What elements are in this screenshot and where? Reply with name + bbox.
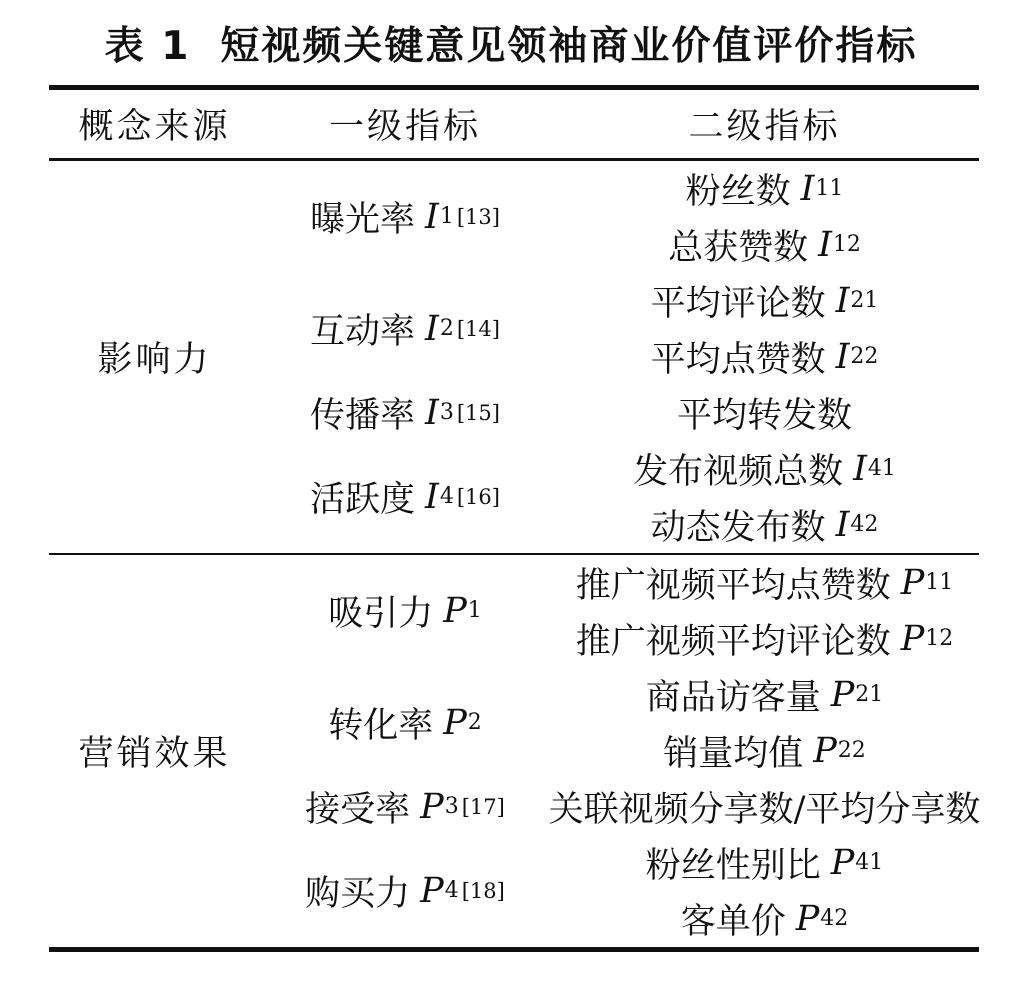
variable-symbol: I	[835, 281, 850, 321]
indicator-group	[260, 779, 979, 835]
indicator-text: 购买力	[305, 874, 411, 914]
secondary-indicator-row: 商品访客量 P 21	[550, 667, 979, 723]
primary-indicator-label: 活跃度 I 4 [16]	[260, 441, 550, 553]
secondary-indicator-row: 推广视频平均点赞数 P 11	[550, 555, 979, 611]
indicator-text: 粉丝性别比	[645, 846, 821, 886]
table-title-text: 短视频关键意见领袖商业价值评价指标	[220, 23, 918, 69]
primary-indicator-label: 互动率 I 2 [14]	[260, 273, 550, 385]
indicator-text: 平均转发数	[676, 396, 852, 436]
secondary-indicator-list	[550, 555, 979, 667]
secondary-indicator-list	[550, 385, 979, 441]
secondary-indicator-row: 发布视频总数 I 41	[550, 441, 979, 497]
indicator-text: 接受率	[305, 790, 411, 830]
indicator-group	[260, 835, 979, 947]
indicator-text: 发布视频总数	[633, 452, 844, 492]
variable-symbol: I	[853, 449, 867, 489]
indicator-group	[260, 161, 979, 273]
indicator-group	[260, 385, 979, 441]
secondary-indicator-list	[550, 273, 979, 385]
secondary-indicator-list	[550, 779, 979, 835]
indicator-text: 曝光率	[310, 200, 416, 240]
table-number: 表 1	[104, 23, 191, 69]
indicator-text: 活跃度	[310, 480, 416, 520]
indicator-text: 商品访客量	[645, 678, 821, 718]
variable-symbol: I	[835, 337, 850, 377]
indicator-text: 推广视频平均评论数	[575, 622, 891, 662]
indicator-text: 关联视频分享数/平均分享数	[548, 790, 981, 830]
indicator-text: 粉丝数	[685, 172, 791, 212]
variable-symbol: P	[830, 675, 855, 715]
secondary-indicator-row: 粉丝性别比 P 41	[550, 835, 979, 891]
variable-symbol: P	[443, 703, 467, 743]
secondary-indicator-row: 客单价 P 42	[550, 891, 979, 947]
header-primary-indicator: 一级指标	[328, 107, 481, 147]
primary-indicator-label: 传播率 I 3 [15]	[260, 385, 550, 441]
header-secondary-indicator: 二级指标	[688, 107, 841, 147]
indicator-text: 平均点赞数	[650, 340, 826, 380]
secondary-indicator-list	[550, 835, 979, 947]
indicator-text: 客单价	[680, 902, 786, 942]
secondary-indicator-row: 销量均值 P 22	[550, 723, 979, 779]
variable-symbol: I	[425, 477, 439, 517]
variable-symbol: I	[425, 197, 439, 237]
section-groups	[260, 161, 979, 553]
concept-source-label: 营销效果	[78, 734, 231, 774]
variable-symbol: I	[835, 505, 850, 545]
variable-symbol: P	[420, 787, 444, 827]
secondary-indicator-row: 平均评论数 I 21	[550, 273, 979, 329]
primary-indicator-label: 购买力 P 4 [18]	[260, 835, 550, 947]
indicator-text: 动态发布数	[650, 508, 826, 548]
indicator-text: 平均评论数	[650, 284, 826, 324]
table-header-row	[49, 90, 979, 158]
table-caption	[0, 0, 1022, 85]
secondary-indicator-list	[550, 161, 979, 273]
variable-symbol: I	[800, 169, 815, 209]
secondary-indicator-list	[550, 441, 979, 553]
secondary-indicator-row	[550, 385, 979, 441]
variable-symbol: P	[420, 871, 444, 911]
secondary-indicator-list	[550, 667, 979, 779]
table-rule-bottom	[49, 947, 979, 952]
secondary-indicator-row	[550, 779, 979, 835]
variable-symbol: I	[425, 309, 439, 349]
indicator-text: 互动率	[310, 312, 416, 352]
secondary-indicator-row: 粉丝数 I 11	[550, 161, 979, 217]
indicator-table	[49, 85, 979, 952]
variable-symbol: P	[900, 619, 925, 659]
section-influence	[49, 161, 979, 553]
indicator-text: 吸引力	[328, 594, 434, 634]
secondary-indicator-row: 平均点赞数 I 22	[550, 329, 979, 385]
primary-indicator-label: 吸引力 P 1	[260, 555, 550, 667]
secondary-indicator-row: 推广视频平均评论数 P 12	[550, 611, 979, 667]
indicator-text: 销量均值	[663, 734, 804, 774]
variable-symbol: P	[443, 591, 467, 631]
indicator-text: 转化率	[328, 706, 434, 746]
variable-symbol: P	[795, 899, 820, 939]
secondary-indicator-row: 动态发布数 I 42	[550, 497, 979, 553]
concept-source-label: 影响力	[97, 340, 212, 380]
section-marketing-effect	[49, 555, 979, 947]
indicator-text: 传播率	[310, 396, 416, 436]
variable-symbol: P	[830, 843, 855, 883]
variable-symbol: I	[425, 393, 439, 433]
indicator-group	[260, 555, 979, 667]
indicator-text: 推广视频平均点赞数	[575, 566, 891, 606]
variable-symbol: I	[818, 225, 832, 265]
indicator-text: 总获赞数	[668, 228, 809, 268]
indicator-group	[260, 273, 979, 385]
primary-indicator-label: 接受率 P 3 [17]	[260, 779, 550, 835]
section-groups	[260, 555, 979, 947]
primary-indicator-label: 曝光率 I 1 [13]	[260, 161, 550, 273]
primary-indicator-label: 转化率 P 2	[260, 667, 550, 779]
header-concept-source: 概念来源	[78, 107, 231, 147]
indicator-group	[260, 667, 979, 779]
variable-symbol: P	[813, 731, 837, 771]
indicator-group	[260, 441, 979, 553]
secondary-indicator-row: 总获赞数 I 12	[550, 217, 979, 273]
variable-symbol: P	[900, 563, 925, 603]
